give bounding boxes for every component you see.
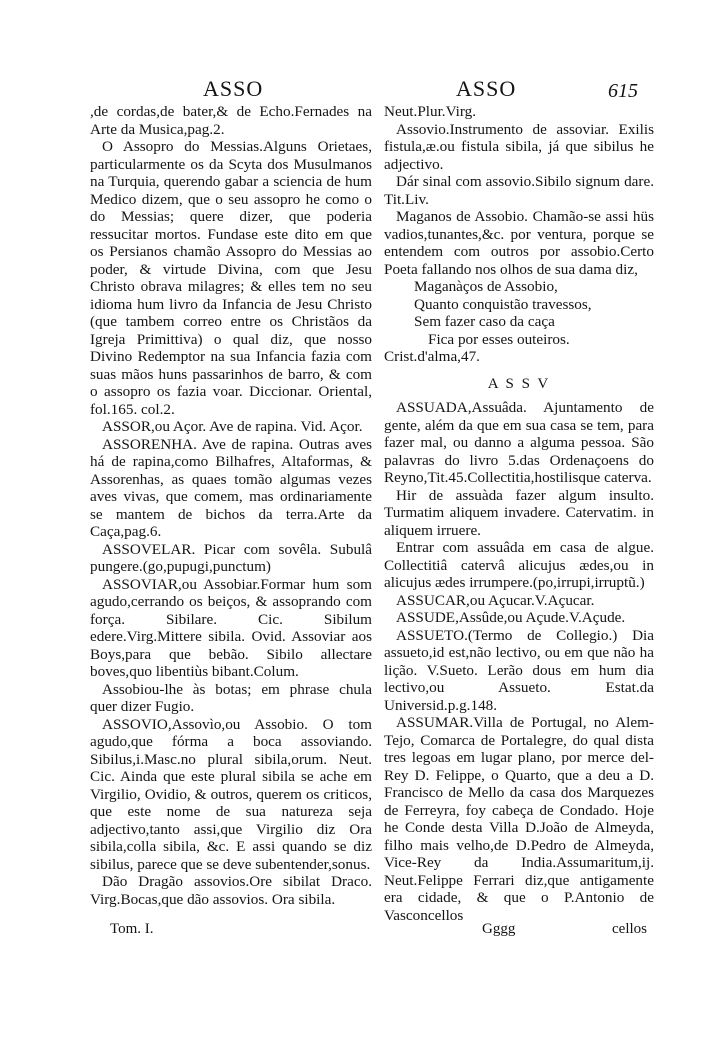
entry-paragraph: ASSOR,ou Açor. Ave de rapina. Vid. Açor. bbox=[102, 418, 363, 435]
verse-line: Quanto conquistão travessos, bbox=[414, 295, 592, 313]
entry-paragraph: ASSUCAR,ou Açucar.V.Açucar. bbox=[396, 591, 595, 609]
entry-paragraph: ASSUDE,Assûde,ou Açude.V.Açude. bbox=[396, 609, 626, 626]
entry-paragraph: O Assopro do Messias.Alguns Orietaes, particularmente os da Scyta dos Musulmanos na Turquia, querendo gabar a sciencia de hum Medico dizem, que o seu assopro he como o do Messias; quere dizer, que poderia ressucitar mortos. Fundase este dito em que os Persianos chamão Assopro do Messias ao poder, & virtude Divina, com que Jesu Christo obrava milagres; & elles tem no seu idioma hum livro da Infancia de Jesu Christo (que tambem correo entre os Christãos da Igreja Primittiva) o qual diz, que nosso Divino Redemptor na sua Infancia fazia com suas mãos huns passarinhos de barro, & com o assopro os fazia voar. Diccionar. Oriental, fol.165. col.2. bbox=[90, 138, 372, 418]
right-column bbox=[384, 103, 654, 924]
entry-paragraph: ASSOVELAR. Picar com sovêla. Subulâ pungere.(go,pupugi,punctum) bbox=[90, 540, 372, 575]
left-column bbox=[90, 103, 372, 908]
entry-paragraph: ASSUADA,Assuâda. Ajuntamento de gente, além da que em sua casa se tem, para fazer mal, ou danno a alguma pessoa. São palavras do livro 5.das Ordenaçoens do Reyno,Tit.45.Collectitia,hostilisque caterva. bbox=[384, 399, 654, 486]
entry-paragraph: ASSORENHA. Ave de rapina. Outras aves há de rapina,como Bilhafres, Altaformas, & Assorenhas, as quaes tomão algumas vezes aves vivas, que comem, mas ordinariamente se mantem de bichos da terra.Arte da Caça,pag.6. bbox=[90, 435, 372, 540]
entry-paragraph: Hir de assuàda fazer algum insulto. Turmatim aliquem invadere. Catervatim. in aliquem irruere. bbox=[384, 486, 654, 539]
entry-paragraph: Dão Dragão assovios.Ore sibilat Draco. Virg.Bocas,que dão assovios. Ora sibila. bbox=[90, 873, 372, 908]
page-number: 615 bbox=[608, 80, 638, 102]
running-head-left: ASSO bbox=[203, 76, 264, 101]
section-heading: A S S V bbox=[487, 375, 551, 392]
entry-paragraph: ,de cordas,de bater,& de Echo.Fernades na Arte da Musica,pag.2. bbox=[90, 103, 372, 138]
entry-paragraph: ASSUETO.(Termo de Collegio.) Dia assueto,id est,não lectivo, ou em que não ha lição. V.Sueto. Lerão dous em hum dia lectivo,ou Assueto. Estat.da Universid.p.g.148. bbox=[384, 626, 654, 714]
entry-paragraph: ASSUMAR.Villa de Portugal, no Alem-Tejo, Comarca de Portalegre, do qual dista tres legoas em lugar plano, por merce del-Rey D. Felippe, o Quarto, que a deu a D. Francisco de Mello da casa dos Marquezes de Ferreyra, foy cabeça de Condado. Hoje he Conde desta Villa D.João de Almeyda, filho mais velho,de D.Pedro de Almeyda, Vice-Rey da India.Assumaritum,ij. Neut.Felippe Ferrari diz,que antigamente era cidade, & que o P.Antonio de Vasconcellos bbox=[384, 714, 654, 924]
entry-paragraph: ASSOVIAR,ou Assobiar.Formar hum som agudo,cerrando os beiços, & assoprando com força. Sibilare. Cic. Sibilum edere.Virg.Mittere sibila. Ovid. Assoviar aos Boys,para que bebão. Sibilo allectare boves,quo libentiùs bibant.Colum. bbox=[90, 575, 372, 680]
catchword: cellos bbox=[612, 921, 647, 937]
volume-label: Tom. I. bbox=[110, 921, 154, 937]
entry-paragraph: Maganos de Assobio. Chamão-se assi hüs vadios,tunantes,&c. por ventura, porque se entendem com outros por assobio.Certo Poeta fallando nos olhos de sua dama diz, bbox=[384, 208, 654, 278]
verse-line: Fica por esses outeiros. bbox=[428, 330, 570, 348]
verse-line: Maganàços de Assobio, bbox=[414, 278, 558, 295]
entry-paragraph: Entrar com assuâda em casa de algue. Collectitiâ catervâ alicujus ædes,ou in alicujus ædes irrumpere.(po,irrupi,irruptũ.) bbox=[384, 539, 654, 591]
entry-paragraph: Dár sinal com assovio.Sibilo signum dare. Tit.Liv. bbox=[384, 173, 654, 208]
entry-paragraph: Assobiou-lhe às botas; em phrase chula quer dizer Fugio. bbox=[90, 680, 372, 715]
entry-paragraph: Assovio.Instrumento de assoviar. Exilis fistula,æ.ou fistula sibila, já que sibilus he adjectivo. bbox=[384, 120, 654, 173]
signature-mark: Gggg bbox=[482, 921, 516, 937]
running-head-right: ASSO bbox=[456, 76, 517, 101]
entry-paragraph: ASSOVIO,Assovìo,ou Assobio. O tom agudo,que fórma a boca assoviando. Sibilus,i.Masc.no plural sibila,orum. Neut. Cic. Ainda que este plural sibila se ache em Virgilio, Ovidio, & outros, querem os criticos, que este nome de sua natureza seja adjectivo,tanto assi,que Virgilio diz Ora sibila,colla sibila, &c. E assi quando se diz sibilus, parece que se deve subentender,sonus. bbox=[90, 715, 372, 873]
entry-paragraph: Neut.Plur.Virg. bbox=[384, 103, 477, 120]
verse-line: Sem fazer caso da caça bbox=[414, 313, 555, 330]
verse-citation: Crist.d'alma,47. bbox=[384, 348, 480, 365]
